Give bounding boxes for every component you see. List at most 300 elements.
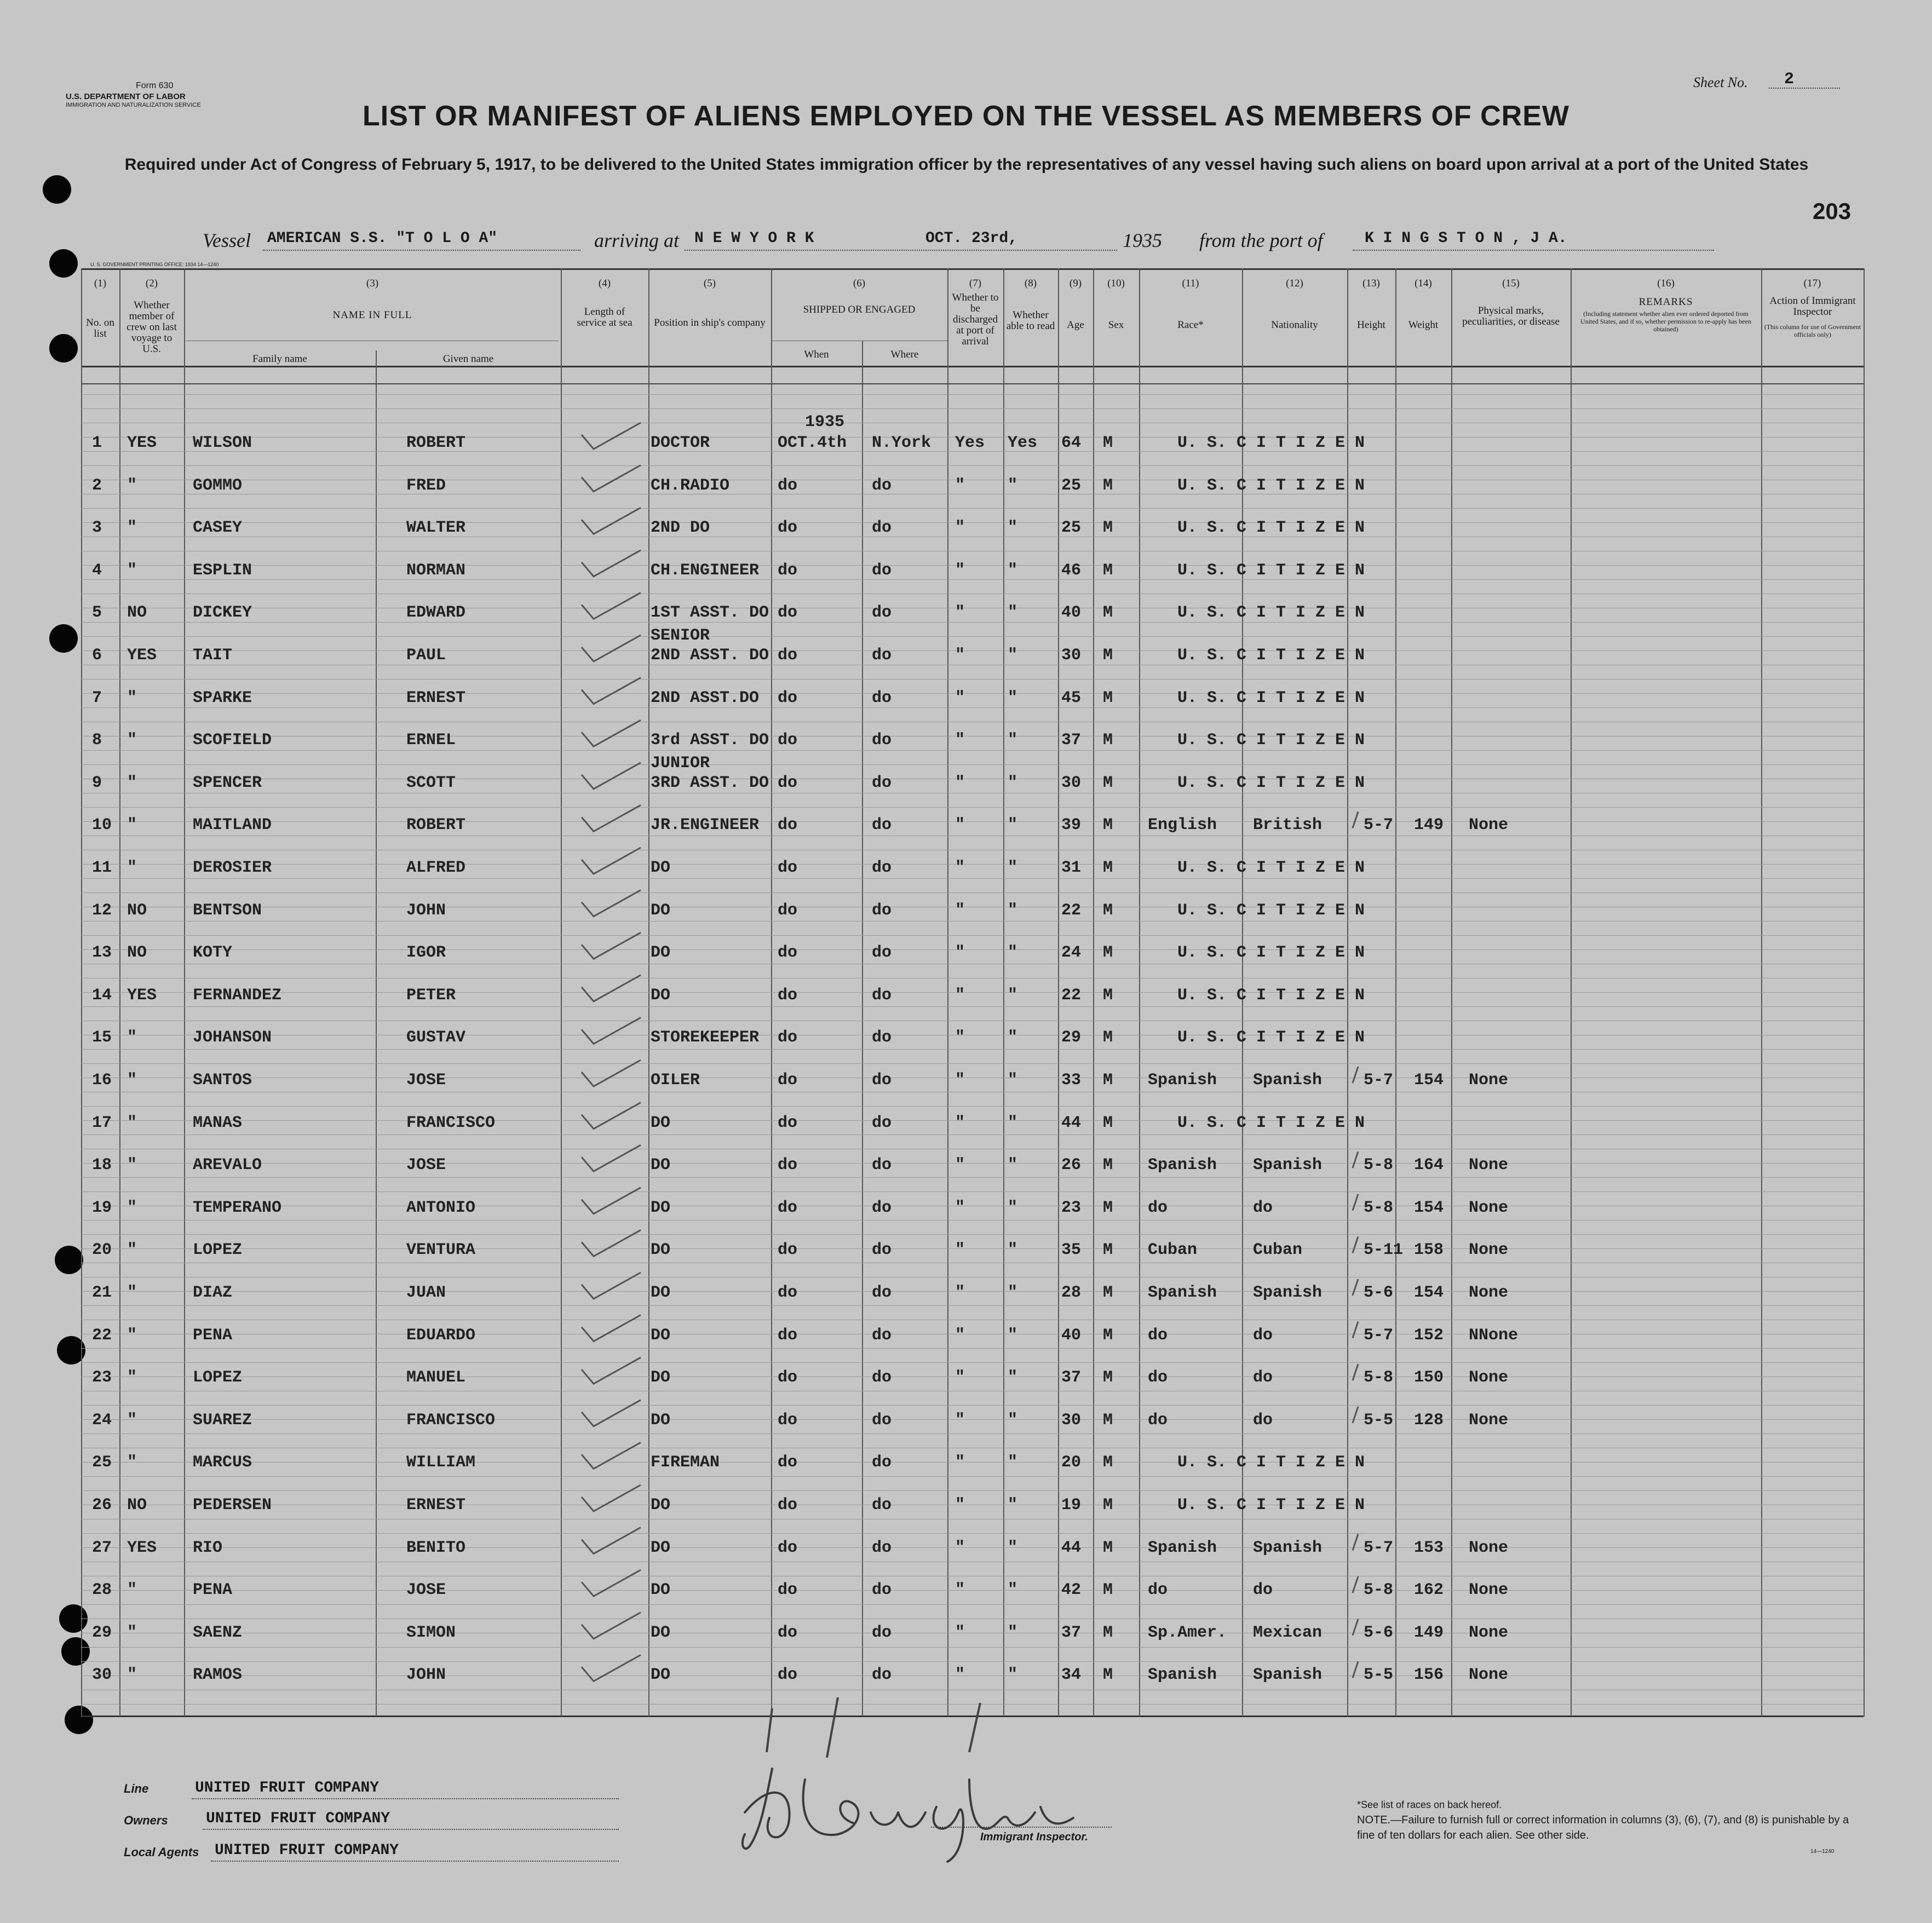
discharged: " [955,1283,965,1302]
shipped-where: do [872,1198,892,1217]
sex: M [1103,1410,1113,1430]
page-number: 203 [1813,198,1852,224]
sex: M [1103,1241,1113,1260]
shipped-when: do [778,1326,798,1345]
sex: M [1103,1071,1113,1090]
age: 25 [1061,476,1082,495]
given-name: ROBERT [406,434,466,452]
previous-voyage: YES [127,986,157,1005]
check-mark [1353,1067,1358,1083]
nationality: do [1253,1326,1273,1345]
race: U. S. C I T I Z E N [1177,688,1365,707]
check-mark [1353,1194,1358,1211]
family-name: RIO [193,1538,223,1557]
position: OILER [651,1071,700,1090]
check-mark [969,1703,980,1752]
race: U. S. C I T I Z E N [1177,859,1365,877]
shipped-when: do [778,1410,798,1430]
given-name: JOHN [406,1666,446,1685]
height: 5-11 [1364,1241,1404,1260]
col-4-label: Length of service at sea [577,306,633,329]
age: 37 [1061,1623,1082,1642]
given-name: WILLIAM [406,1453,476,1472]
race: do [1148,1326,1168,1345]
previous-voyage: " [127,1156,137,1175]
race: U. S. C I T I Z E N [1177,519,1365,538]
race: do [1148,1198,1168,1217]
given-name: PETER [406,986,456,1005]
position: DO [651,1496,671,1515]
shipped-where: do [872,859,892,877]
shipped-when: do [778,603,798,623]
age: 19 [1061,1496,1082,1515]
col-4-num: (4) [598,278,611,289]
discharged: " [955,561,965,580]
check-mark [1353,1322,1358,1338]
row-number: 18 [92,1156,112,1175]
discharged: " [955,1326,965,1345]
departure-port: K I N G S T O N , J A. [1365,230,1567,247]
family-name: BENTSON [193,901,262,920]
check-mark [1353,1364,1358,1380]
col-16-label: REMARKS [1638,296,1693,308]
position: DO [651,859,671,877]
shipped-when: do [778,1241,798,1260]
sex: M [1103,901,1113,920]
check-mark [582,465,641,492]
discharged: " [955,603,965,623]
discharged: " [955,816,965,835]
age: 40 [1061,603,1082,623]
nationality: do [1253,1410,1273,1430]
age: 39 [1061,816,1082,835]
col-6-when: When [804,349,829,360]
arrival-port: N E W Y O R K [694,230,814,247]
discharged: Yes [955,434,985,452]
able-to-read: " [1008,646,1018,665]
position: 1ST ASST. DO [651,603,769,623]
given-name: NORMAN [406,561,466,580]
position: DO [651,1581,671,1600]
shipped-where: do [872,816,892,835]
col-3-family: Family name [252,353,307,365]
height: 5-8 [1364,1156,1394,1175]
check-mark [582,508,641,534]
row-number: 1 [92,434,102,452]
check-mark [582,932,641,959]
col-10-label: Sex [1108,319,1124,331]
discharged: " [955,1623,965,1642]
agents-value: UNITED FRUIT COMPANY [215,1842,399,1859]
row-number: 27 [92,1538,112,1557]
line-value: UNITED FRUIT COMPANY [195,1780,380,1797]
col-2-num: (2) [145,278,158,289]
given-name: BENITO [406,1538,466,1557]
position: 2ND ASST.DO [651,688,760,707]
given-name: JOSE [406,1581,446,1600]
given-name: FRED [406,476,446,495]
able-to-read: " [1008,1113,1018,1132]
given-name: JOHN [406,901,446,920]
shipped-when: do [778,1496,798,1515]
family-name: CASEY [193,519,243,538]
inspector-label: Immigrant Inspector. [980,1831,1088,1843]
age: 31 [1061,859,1082,877]
discharged: " [955,476,965,495]
row-number: 20 [92,1241,112,1260]
physical-marks: None [1469,1368,1509,1387]
check-mark [1353,1279,1358,1296]
col-3-label: NAME IN FULL [332,309,412,321]
race: U. S. C I T I Z E N [1177,901,1365,920]
given-name: JOSE [406,1071,446,1090]
discharged: " [955,1666,965,1685]
physical-marks: None [1469,1666,1509,1685]
given-name: EDWARD [406,603,466,623]
sex: M [1103,986,1113,1005]
race: Spanish [1148,1283,1217,1302]
from-port-label: from the port of [1199,229,1323,251]
sheet-no-value: 2 [1784,70,1795,89]
col-10-num: (10) [1107,278,1125,289]
age: 30 [1061,646,1082,665]
shipped-where: do [872,1623,892,1642]
check-mark [582,592,641,619]
check-mark [582,1017,641,1044]
shipped-when: do [778,1623,798,1642]
col-13-label: Height [1357,319,1385,331]
family-name: SANTOS [193,1071,252,1090]
col-5-label: Position in ship's company [654,317,766,329]
physical-marks: None [1469,1581,1509,1600]
position: DO [651,1326,671,1345]
sex: M [1103,816,1113,835]
shipped-when: do [778,859,798,877]
row-number: 14 [92,986,112,1005]
family-name: DICKEY [193,603,252,623]
weight: 153 [1414,1538,1444,1557]
page-subtitle: Required under Act of Congress of February 5, 1917, to be delivered to the United States immigration officer by the representatives of any vessel having such aliens on board upon arrival at a port of the United States [124,156,1809,174]
family-name: SUAREZ [193,1410,252,1430]
nationality: do [1253,1368,1273,1387]
physical-marks: None [1469,1623,1509,1642]
weight: 154 [1414,1198,1444,1217]
family-name: WILSON [193,434,252,452]
weight: 156 [1414,1666,1444,1685]
col-8-num: (8) [1024,278,1037,289]
row-number: 13 [92,943,112,963]
col-3-given: Given name [442,353,494,365]
previous-voyage: YES [127,1538,157,1557]
sex: M [1103,603,1113,623]
race: do [1148,1581,1168,1600]
given-name: ALFRED [406,859,466,877]
position-prefix: JUNIOR [651,753,710,773]
col-11-label: Race* [1177,319,1204,331]
able-to-read: " [1008,1623,1018,1642]
age: 37 [1061,731,1082,750]
sex: M [1103,1326,1113,1345]
sex: M [1103,1623,1113,1642]
row-number: 9 [92,773,102,792]
family-name: ESPLIN [193,561,252,580]
weight: 158 [1414,1241,1444,1260]
race: Spanish [1148,1071,1217,1090]
height: 5-7 [1364,1538,1394,1557]
agents-label: Local Agents [124,1845,199,1859]
family-name: PEDERSEN [193,1496,272,1515]
given-name: SIMON [406,1623,456,1642]
col-16-num: (16) [1657,278,1675,289]
shipped-where: do [872,943,892,963]
check-mark [582,1273,641,1299]
race: U. S. C I T I Z E N [1177,943,1365,963]
age: 42 [1061,1581,1082,1600]
family-name: JOHANSON [193,1028,272,1047]
age: 25 [1061,519,1082,538]
family-name: SPENCER [193,773,262,792]
shipped-where: do [872,646,892,665]
row-number: 28 [92,1581,112,1600]
height: 5-6 [1364,1623,1394,1642]
check-mark [1353,811,1358,828]
height: 5-7 [1364,1326,1394,1345]
check-mark [582,1655,641,1681]
family-name: TEMPERANO [193,1198,282,1217]
col-15-num: (15) [1502,278,1520,289]
shipped-when: do [778,1198,798,1217]
shipped-where: do [872,1496,892,1515]
able-to-read: " [1008,731,1018,750]
physical-marks: None [1469,1156,1509,1175]
age: 34 [1061,1666,1082,1685]
able-to-read: " [1008,1241,1018,1260]
owners-value: UNITED FRUIT COMPANY [206,1810,390,1827]
race: U. S. C I T I Z E N [1177,1496,1365,1515]
family-name: PENA [193,1581,233,1600]
given-name: FRANCISCO [406,1113,496,1132]
col-9-label: Age [1067,319,1084,331]
previous-voyage: YES [127,434,157,452]
race: do [1148,1410,1168,1430]
row-number: 8 [92,731,102,750]
shipped-where: do [872,1666,892,1685]
shipped-where: do [872,603,892,623]
department-label: U.S. DEPARTMENT OF LABOR [66,92,186,101]
sex: M [1103,561,1113,580]
position: DO [651,901,671,920]
previous-voyage: " [127,1241,137,1260]
age: 23 [1061,1198,1082,1217]
col-1-label: No. on list [86,317,114,339]
col-17-label: Action of Immigrant Inspector [1769,295,1856,318]
family-name: TAIT [193,646,233,665]
col-6-where: Where [890,349,919,360]
row-number: 6 [92,646,102,665]
discharged: " [955,1496,965,1515]
check-mark [1353,1534,1358,1551]
family-name: SAENZ [193,1623,243,1642]
position: DO [651,1410,671,1430]
nationality: do [1253,1581,1273,1600]
previous-voyage: " [127,773,137,792]
position: 3rd ASST. DO [651,731,769,750]
line-label: Line [124,1782,149,1795]
family-name: GOMMO [193,476,243,495]
race: Sp.Amer. [1148,1623,1227,1642]
previous-voyage: " [127,1368,137,1387]
position: FIREMAN [651,1453,720,1472]
shipped-when: do [778,561,798,580]
shipped-when: do [778,986,798,1005]
physical-marks: None [1469,1071,1509,1090]
check-mark [582,1442,641,1469]
shipped-where: do [872,1581,892,1600]
height: 5-5 [1364,1410,1394,1430]
able-to-read: " [1008,859,1018,877]
age: 40 [1061,1326,1082,1345]
previous-voyage: " [127,1028,137,1047]
family-name: LOPEZ [193,1368,243,1387]
previous-voyage: " [127,688,137,707]
shipped-where: do [872,561,892,580]
given-name: JUAN [406,1283,446,1302]
discharged: " [955,1581,965,1600]
shipped-where: do [872,688,892,707]
sex: M [1103,1666,1113,1685]
age: 20 [1061,1453,1082,1472]
row-number: 24 [92,1410,112,1430]
previous-voyage: " [127,561,137,580]
shipped-when: do [778,1581,798,1600]
check-mark [582,763,641,789]
able-to-read: " [1008,773,1018,792]
previous-voyage: " [127,731,137,750]
check-mark [582,1230,641,1256]
race: U. S. C I T I Z E N [1177,986,1365,1005]
check-mark [582,1485,641,1511]
position: 3RD ASST. DO [651,773,769,792]
col-3-num: (3) [366,278,379,289]
page-title: LIST OR MANIFEST OF ALIENS EMPLOYED ON THE VESSEL AS MEMBERS OF CREW [363,100,1569,132]
height: 5-7 [1364,816,1394,835]
sex: M [1103,1156,1113,1175]
given-name: IGOR [406,943,446,963]
shipped-where: do [872,1241,892,1260]
discharged: " [955,943,965,963]
col-1-num: (1) [94,278,107,289]
able-to-read: " [1008,1453,1018,1472]
check-mark [582,975,641,1001]
age: 22 [1061,901,1082,920]
position: DO [651,1538,671,1557]
sex: M [1103,731,1113,750]
discharged: " [955,688,965,707]
shipped-where: do [872,1028,892,1047]
previous-voyage: NO [127,943,147,963]
race: U. S. C I T I Z E N [1177,1028,1365,1047]
sex: M [1103,1198,1113,1217]
check-mark [1353,1661,1358,1678]
col-17-num: (17) [1803,278,1821,289]
row-number: 22 [92,1326,112,1345]
form-code: 14—1240 [1810,1849,1835,1855]
physical-marks: None [1469,1241,1509,1260]
previous-voyage: " [127,1326,137,1345]
family-name: SCOFIELD [193,731,272,750]
position: CH.ENGINEER [651,561,760,580]
check-mark [767,1708,772,1752]
check-mark [582,1357,641,1384]
given-name: VENTURA [406,1241,476,1260]
shipped-when: do [778,816,798,835]
nationality: Mexican [1253,1623,1323,1642]
shipped-year: 1935 [805,413,845,431]
sex: M [1103,1453,1113,1472]
discharged: " [955,1453,965,1472]
previous-voyage: " [127,1198,137,1217]
able-to-read: " [1008,519,1018,538]
shipped-when: do [778,1538,798,1557]
able-to-read: " [1008,1581,1018,1600]
given-name: MANUEL [406,1368,466,1387]
col-14-num: (14) [1415,278,1432,289]
discharged: " [955,1410,965,1430]
discharged: " [955,901,965,920]
sheet-no-label: Sheet No. [1693,74,1748,90]
age: 30 [1061,1410,1082,1430]
family-name: LOPEZ [193,1241,243,1260]
shipped-when: do [778,1368,798,1387]
able-to-read: " [1008,901,1018,920]
check-mark [582,890,641,917]
col-14-label: Weight [1408,319,1439,331]
check-mark [582,1570,641,1596]
row-number: 5 [92,603,102,623]
given-name: JOSE [406,1156,446,1175]
race: U. S. C I T I Z E N [1177,561,1365,580]
discharged: " [955,1113,965,1132]
shipped-when: do [778,773,798,792]
nationality: Cuban [1253,1241,1303,1260]
able-to-read: " [1008,816,1018,835]
family-name: PENA [193,1326,233,1345]
able-to-read: " [1008,1028,1018,1047]
row-number: 4 [92,561,102,580]
shipped-where: do [872,773,892,792]
row-number: 7 [92,688,102,707]
shipped-when: do [778,688,798,707]
age: 45 [1061,688,1082,707]
able-to-read: " [1008,1283,1018,1302]
row-number: 10 [92,816,112,835]
vessel-label: Vessel [203,229,251,251]
nationality: British [1253,816,1323,835]
nationality: Spanish [1253,1156,1323,1175]
check-mark [582,550,641,577]
shipped-when: do [778,1071,798,1090]
sex: M [1103,434,1113,452]
sex: M [1103,773,1113,792]
position: DO [651,1666,671,1685]
sex: M [1103,1496,1113,1515]
previous-voyage: NO [127,603,147,623]
position: JR.ENGINEER [651,816,760,835]
discharged: " [955,1028,965,1047]
able-to-read: " [1008,1071,1018,1090]
discharged: " [955,986,965,1005]
shipped-when: do [778,1028,798,1047]
